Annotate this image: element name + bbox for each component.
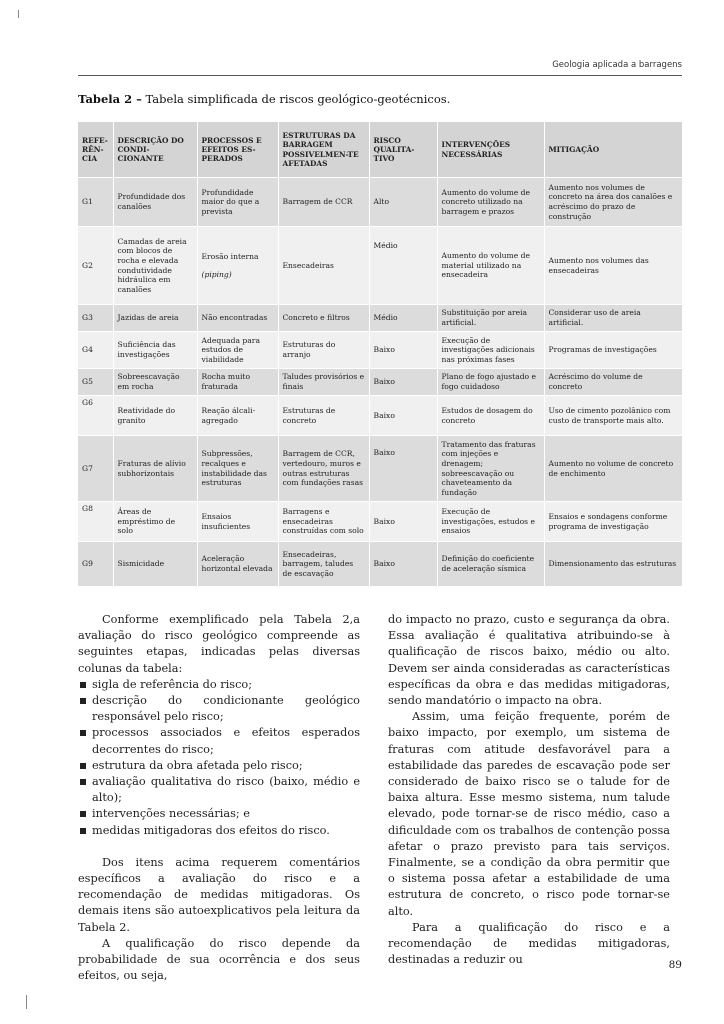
header-referencia: REFE-RÊN-CIA (78, 122, 113, 178)
cell-estruturas: Barragem de CCR, vertedouro, muros e outras estruturas com fundações rasas (278, 436, 369, 502)
risk-table (78, 122, 683, 587)
square-bullet-icon (80, 730, 86, 736)
cell-ref: G7 (78, 436, 113, 502)
table-row (78, 542, 682, 587)
header-intervencoes: INTERVENÇÕES NECESSÁRIAS (437, 122, 544, 178)
cell-descricao: Suficiência das investigações (113, 332, 197, 369)
cell-estruturas: Concreto e filtros (278, 305, 369, 332)
cell-processos-text: Erosão interna (201, 251, 259, 261)
cell-estruturas: Ensecadeiras, barragem, taludes de escavação (278, 542, 369, 587)
paragraph-3: A qualificação do risco depende da probabilidade de sua ocorrência e dos seus efeitos, ou seja, (78, 936, 360, 983)
cell-descricao: Sobreescavação em rocha (113, 369, 197, 396)
cell-intervencoes: Aumento do volume de material utilizado na ensecadeira (437, 227, 544, 305)
list-item (78, 823, 360, 839)
right-column (388, 612, 670, 968)
cell-processos: Rocha muito fraturada (197, 369, 278, 396)
steps-list (78, 677, 360, 839)
header-risco: RISCO QUALITA-TIVO (369, 122, 437, 178)
cell-mitigacao: Considerar uso de areia artificial. (544, 305, 682, 332)
cell-processos: Reação álcali-agregado (197, 396, 278, 436)
cell-estruturas: Taludes provisórios e finais (278, 369, 369, 396)
cell-risco: Baixo (369, 502, 437, 542)
list-item-text: medidas mitigadoras dos efeitos do risco. (92, 823, 330, 837)
cell-ref: G4 (78, 332, 113, 369)
cell-ref: G9 (78, 542, 113, 587)
table-caption-label: Tabela 2 – (78, 92, 142, 106)
square-bullet-icon (80, 698, 86, 704)
cell-descricao: Camadas de areia com blocos de rocha e elevada condutividade hidráulica em canalões (113, 227, 197, 305)
cell-descricao: Sismicidade (113, 542, 197, 587)
paragraph-example: Assim, uma feição frequente, porém de baixo impacto, por exemplo, um sistema de fraturas com atitude desfavorável para a estabilidade das paredes de escavação pode ser considerado de baixo risco se o talude for de baixa altura. Esse mesmo sistema, num talude elevado, pode tornar-se de risco médio, caso a dificuldade com os trabalhos de contenção possa afetar o prazo previsto para tais serviços. Finalmente, se a condição da obra permitir que o sistema possa afetar a estabilidade de uma estrutura de concreto, o risco pode tornar-se alto. (388, 710, 670, 918)
square-bullet-icon (80, 763, 86, 769)
crop-mark-top (18, 10, 19, 18)
intro-paragraph: Conforme exemplificado pela Tabela 2,a avaliação do risco geológico compreende as seguintes etapas, indicadas pelas diversas colunas da tabela: (78, 613, 360, 675)
header-estruturas: ESTRUTURAS DA BARRAGEM POSSIVELMEN-TE AFETADAS (278, 122, 369, 178)
table-header-row (78, 122, 682, 178)
cell-processos: Profundidade maior do que a prevista (197, 178, 278, 227)
square-bullet-icon (80, 779, 86, 785)
cell-mitigacao: Aumento no volume de concreto de enchimento (544, 436, 682, 502)
cell-estruturas: Ensecadeiras (278, 227, 369, 305)
cell-ref: G1 (78, 178, 113, 227)
cell-mitigacao: Aumento nos volumes de concreto na área dos canalões e acréscimo do prazo de construção (544, 178, 682, 227)
table-row (78, 396, 682, 436)
cell-processos: Subpressões, recalques e instabilidade das estruturas (197, 436, 278, 502)
cell-processos: Aceleração horizontal elevada (197, 542, 278, 587)
cell-risco: Baixo (369, 396, 437, 436)
cell-ref: G6 (78, 396, 113, 436)
cell-risco: Médio (369, 227, 437, 305)
page-number: 89 (668, 959, 682, 971)
list-item-text: intervenções necessárias; e (92, 807, 250, 821)
cell-intervencoes: Execução de investigações adicionais nas próximas fases (437, 332, 544, 369)
cell-risco: Baixo (369, 369, 437, 396)
cell-estruturas: Estruturas de concreto (278, 396, 369, 436)
crop-mark-bottom (26, 995, 27, 1009)
cell-mitigacao: Programas de investigações (544, 332, 682, 369)
cell-intervencoes: Substituição por areia artificial. (437, 305, 544, 332)
cell-intervencoes: Definição do coeficiente de aceleração sísmica (437, 542, 544, 587)
cell-ref: G8 (78, 502, 113, 542)
cell-mitigacao: Uso de cimento pozolânico com custo de transporte mais alto. (544, 396, 682, 436)
table-row (78, 178, 682, 227)
table-caption (78, 92, 450, 106)
header-processos: PROCESSOS E EFEITOS ES-PERADOS (197, 122, 278, 178)
cell-processos (197, 227, 278, 305)
header-descricao: DESCRIÇÃO DO CONDI-CIONANTE (113, 122, 197, 178)
cell-intervencoes: Tratamento das fraturas com injeções e drenagem; sobreescavação ou chaveteamento da fundação (437, 436, 544, 502)
table-row (78, 436, 682, 502)
list-item (78, 725, 360, 757)
running-head: Geologia aplicada a barragens (552, 60, 682, 70)
cell-intervencoes: Execução de investigações, estudos e ensaios (437, 502, 544, 542)
cell-ref: G2 (78, 227, 113, 305)
cell-estruturas: Barragem de CCR (278, 178, 369, 227)
header-mitigacao: MITIGAÇÃO (544, 122, 682, 178)
list-item (78, 774, 360, 806)
list-item-text: estrutura da obra afetada pelo risco; (92, 758, 303, 772)
cell-processos: Ensaios insuficientes (197, 502, 278, 542)
list-item-text: avaliação qualitativa do risco (baixo, médio e alto); (92, 775, 360, 805)
list-item-text: sigla de referência do risco; (92, 677, 253, 691)
cell-descricao: Áreas de empréstimo de solo (113, 502, 197, 542)
cell-mitigacao: Aumento nos volumes das ensecadeiras (544, 227, 682, 305)
cell-processos: Não encontradas (197, 305, 278, 332)
square-bullet-icon (80, 811, 86, 817)
square-bullet-icon (80, 828, 86, 834)
cell-risco: Médio (369, 305, 437, 332)
list-item (78, 758, 360, 774)
square-bullet-icon (80, 682, 86, 688)
table-row (78, 305, 682, 332)
paragraph-continuation: do impacto no prazo, custo e segurança da obra. Essa avaliação é qualitativa atribuindo-se à qualificação de riscos baixo, médio ou alto. Devem ser ainda consideradas as características específicas da obra e das medidas mitigadoras, sendo mandatório o impacto na obra. (388, 613, 670, 708)
cell-estruturas: Estruturas do arranjo (278, 332, 369, 369)
cell-descricao: Fraturas de alívio subhorizontais (113, 436, 197, 502)
table-caption-text: Tabela simplificada de riscos geológico-geotécnicos. (141, 92, 451, 106)
table-row (78, 332, 682, 369)
cell-processos: Adequada para estudos de viabilidade (197, 332, 278, 369)
paragraph-final: Para a qualificação do risco e a recomendação de medidas mitigadoras, destinadas a reduzir ou (388, 920, 670, 967)
table-row (78, 227, 682, 305)
list-item (78, 693, 360, 725)
list-item-text: processos associados e efeitos esperados decorrentes do risco; (92, 726, 360, 756)
left-column (78, 612, 360, 984)
cell-estruturas: Barragens e ensecadeiras construídas com solo (278, 502, 369, 542)
cell-ref: G5 (78, 369, 113, 396)
table-row (78, 369, 682, 396)
cell-risco: Alto (369, 178, 437, 227)
cell-risco: Baixo (369, 542, 437, 587)
cell-mitigacao: Ensaios e sondagens conforme programa de investigação (544, 502, 682, 542)
cell-intervencoes: Estudos de dosagem do concreto (437, 396, 544, 436)
cell-mitigacao: Dimensionamento das estruturas (544, 542, 682, 587)
cell-ref: G3 (78, 305, 113, 332)
cell-processos-note: (piping) (201, 269, 232, 279)
cell-descricao: Profundidade dos canalões (113, 178, 197, 227)
list-item-text: descrição do condicionante geológico responsável pelo risco; (92, 694, 360, 724)
list-item (78, 806, 360, 822)
cell-descricao: Reatividade do granito (113, 396, 197, 436)
cell-intervencoes: Plano de fogo ajustado e fogo cuidadoso (437, 369, 544, 396)
cell-risco: Baixo (369, 332, 437, 369)
cell-mitigacao: Acréscimo do volume de concreto (544, 369, 682, 396)
header-rule (78, 75, 682, 76)
cell-risco: Baixo (369, 436, 437, 502)
cell-descricao: Jazidas de areia (113, 305, 197, 332)
table-row (78, 502, 682, 542)
paragraph-2: Dos itens acima requerem comentários específicos a avaliação do risco e a recomendação de medidas mitigadoras. Os demais itens são autoexplicativos pela leitura da Tabela 2. (78, 855, 360, 934)
cell-intervencoes: Aumento do volume de concreto utilizado na barragem e prazos (437, 178, 544, 227)
list-item (78, 677, 360, 693)
